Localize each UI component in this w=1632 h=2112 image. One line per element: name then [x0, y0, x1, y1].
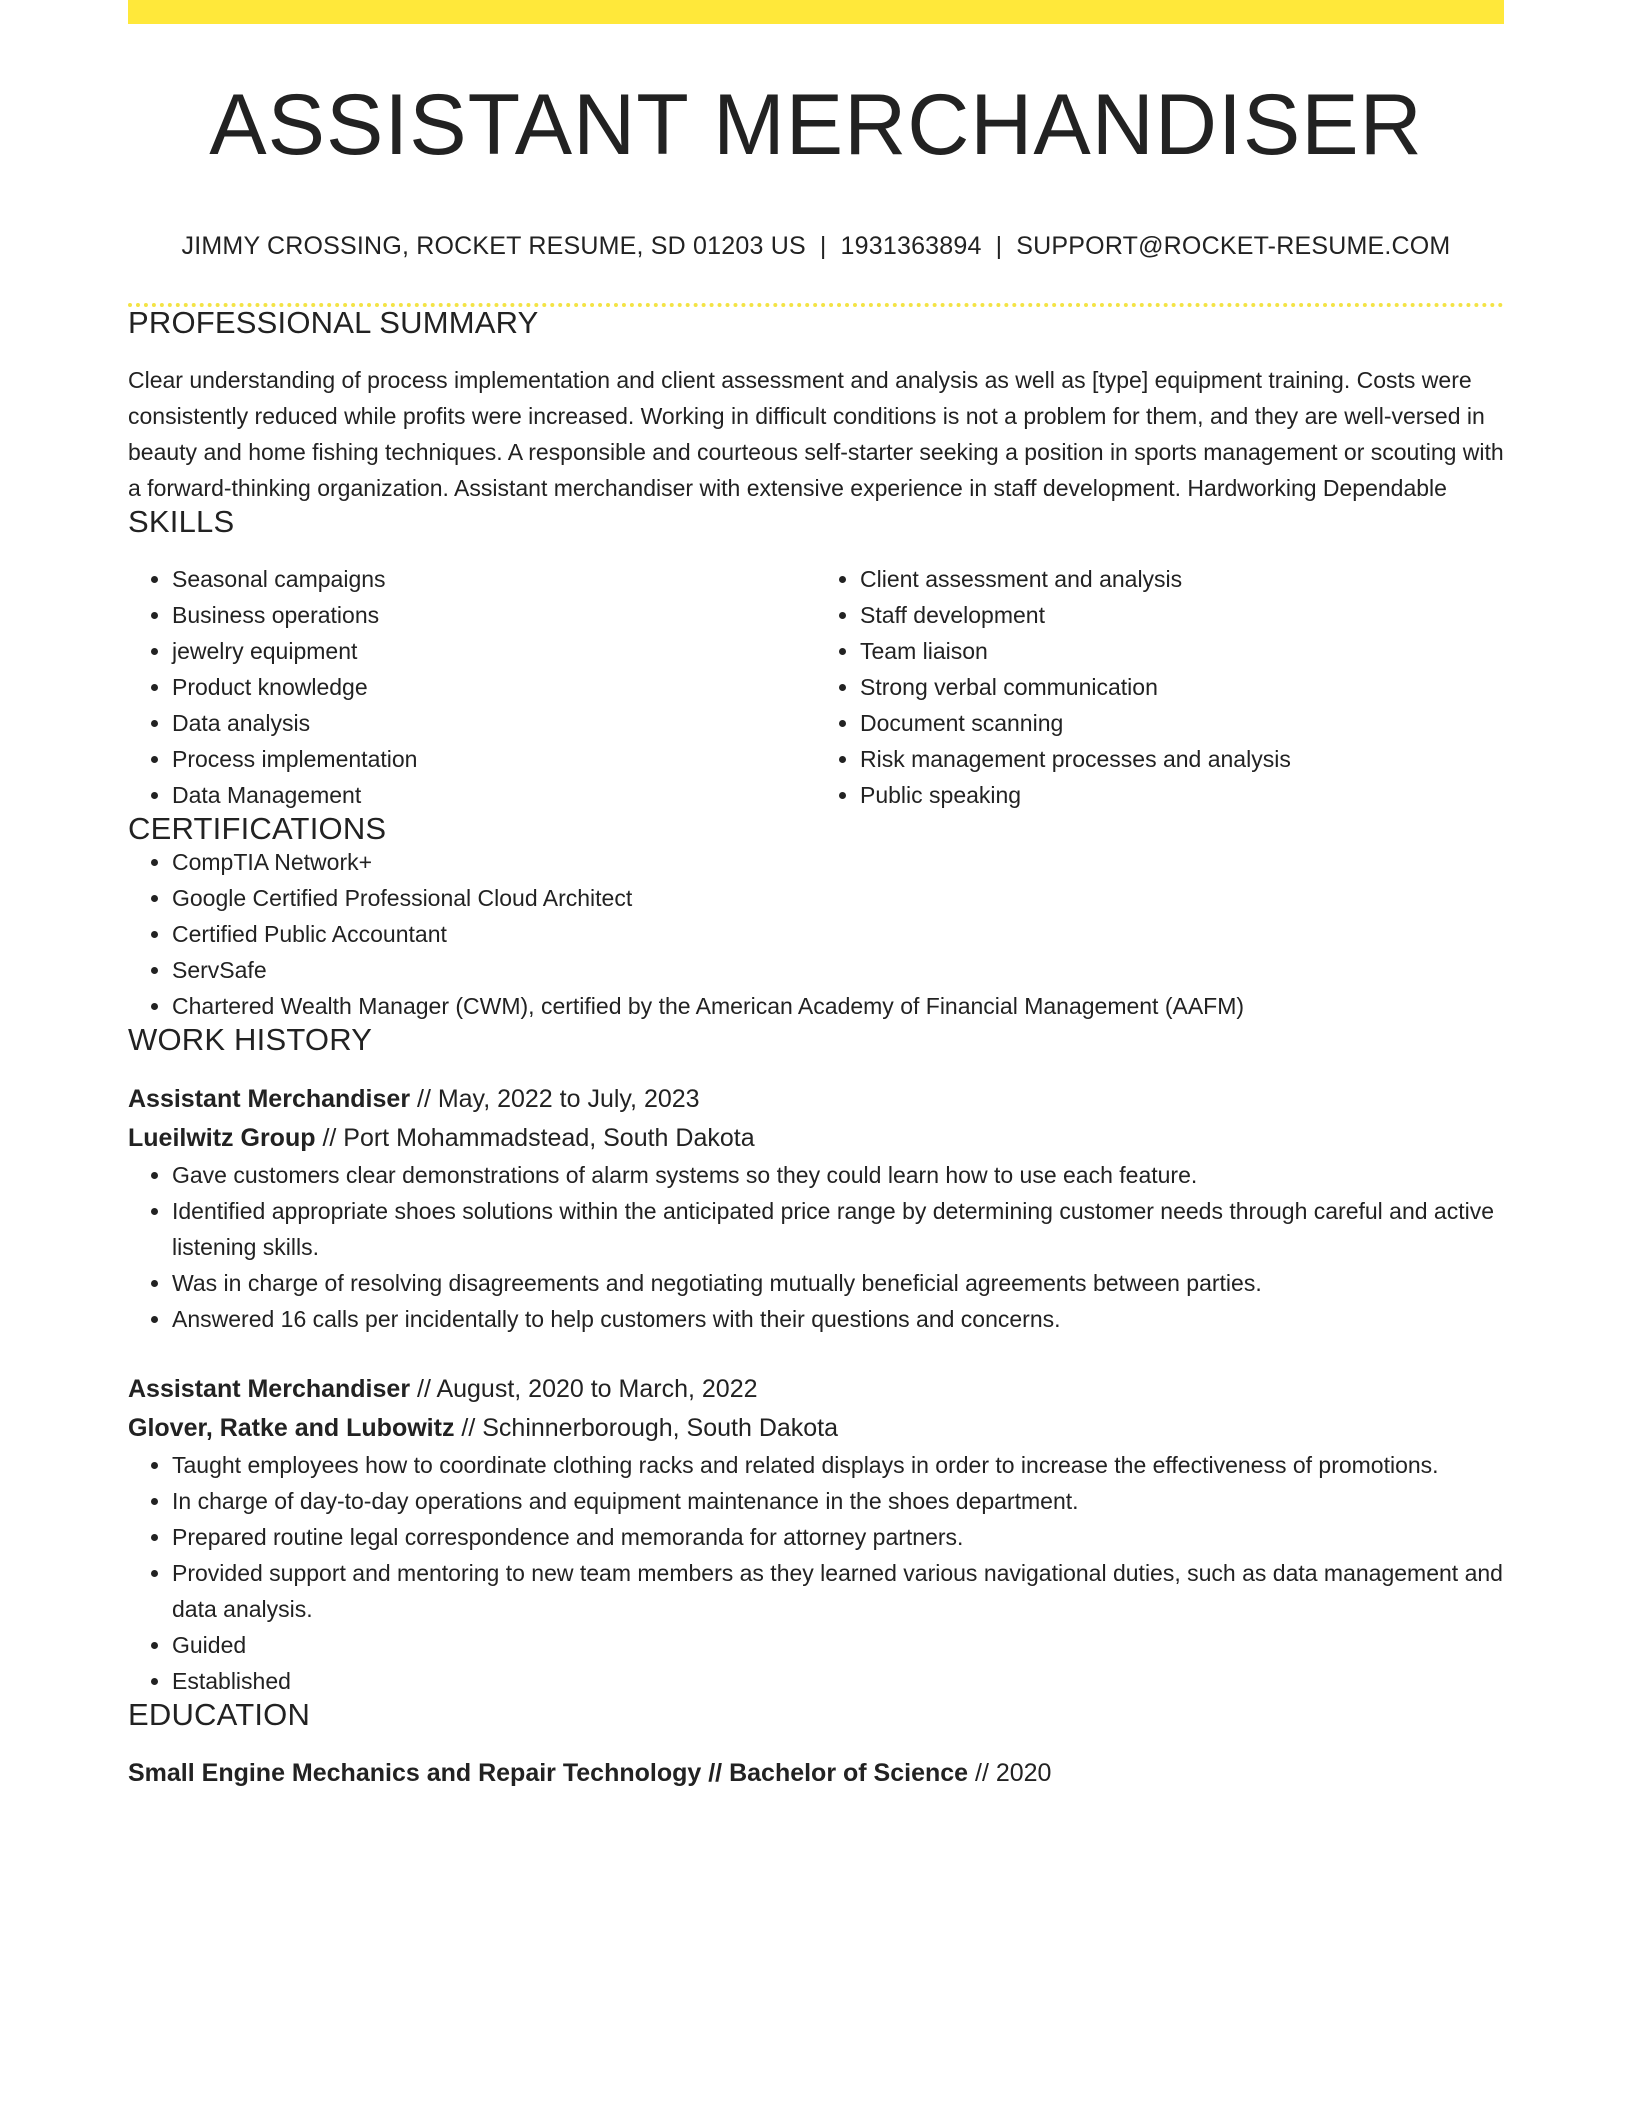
work-history-heading: WORK HISTORY	[128, 1022, 373, 1057]
education-heading: EDUCATION	[128, 1697, 311, 1732]
certification-item: • Certified Public Accountant	[172, 916, 1504, 952]
education-degree: Bachelor of Science	[729, 1759, 969, 1787]
education-separator: //	[701, 1759, 730, 1787]
skill-item: • Team liaison	[860, 633, 1504, 669]
job-title-line	[128, 1369, 1504, 1409]
resume-title: ASSISTANT MERCHANDISER	[209, 77, 1423, 173]
skill-item: • Process implementation	[172, 741, 816, 777]
skills-list-left	[128, 561, 816, 813]
skill-item: • Public speaking	[860, 777, 1504, 813]
contact-separator: |	[995, 232, 1003, 260]
skill-item: • Business operations	[172, 597, 816, 633]
skill-item: • Seasonal campaigns	[172, 561, 816, 597]
skill-item: • Product knowledge	[172, 669, 816, 705]
job-entry	[128, 1079, 1504, 1337]
summary-heading: PROFESSIONAL SUMMARY	[128, 305, 539, 340]
job-dates: // August, 2020 to March, 2022	[410, 1375, 758, 1403]
skill-item: • Strong verbal communication	[860, 669, 1504, 705]
job-bullet: • Taught employees how to coordinate clothing racks and related displays in order to increase the effectiveness of promotions.	[172, 1447, 1504, 1483]
job-bullet: • Gave customers clear demonstrations of alarm systems so they could learn how to use each feature.	[172, 1157, 1504, 1193]
skill-item: • Document scanning	[860, 705, 1504, 741]
contact-phone: 1931363894	[840, 232, 982, 260]
job-bullet: • Answered 16 calls per incidentally to help customers with their questions and concerns.	[172, 1301, 1504, 1337]
skill-item: • Data analysis	[172, 705, 816, 741]
certification-item: • ServSafe	[172, 952, 1504, 988]
job-bullets	[128, 1157, 1504, 1337]
skill-item: • Data Management	[172, 777, 816, 813]
job-company-line	[128, 1409, 1504, 1447]
job-location: // Schinnerborough, South Dakota	[454, 1414, 839, 1442]
skill-item: • Client assessment and analysis	[860, 561, 1504, 597]
skill-item: • Risk management processes and analysis	[860, 741, 1504, 777]
job-bullets	[128, 1447, 1504, 1699]
job-title: Assistant Merchandiser	[128, 1085, 411, 1113]
summary-text: Clear understanding of process implementation and client assessment and analysis as well as [type] equipment training. Costs were consistently reduced while profits were increased. Working in difficult conditions is not a problem for them, and they are well-versed in beauty and home fishing techniques. A responsible and courteous self-starter seeking a position in sports management or scouting with a forward-thinking organization. Assistant merchandiser with extensive experience in staff development. Hardworking Dependable	[128, 367, 1504, 501]
certifications-list	[128, 844, 1504, 1024]
job-bullet: • In charge of day-to-day operations and equipment maintenance in the shoes department.	[172, 1483, 1504, 1519]
certification-item: • CompTIA Network+	[172, 844, 1504, 880]
certification-item: • Chartered Wealth Manager (CWM), certified by the American Academy of Financial Management (AAFM)	[172, 988, 1504, 1024]
resume-page	[128, 0, 1504, 1792]
job-company-line	[128, 1119, 1504, 1157]
contact-line	[128, 234, 1504, 259]
education-year: // 2020	[968, 1759, 1052, 1787]
job-bullet: • Established	[172, 1663, 1504, 1699]
skills-list-right	[816, 561, 1504, 813]
job-bullet: • Identified appropriate shoes solutions within the anticipated price range by determining customer needs through careful and active listening skills.	[172, 1193, 1504, 1265]
job-entry	[128, 1369, 1504, 1699]
job-bullet: • Prepared routine legal correspondence and memoranda for attorney partners.	[172, 1519, 1504, 1555]
skills-heading: SKILLS	[128, 504, 235, 539]
certification-item: • Google Certified Professional Cloud Architect	[172, 880, 1504, 916]
job-dates: // May, 2022 to July, 2023	[410, 1085, 700, 1113]
contact-email: SUPPORT@ROCKET-RESUME.COM	[1016, 232, 1451, 260]
skill-item: • jewelry equipment	[172, 633, 816, 669]
skills-columns	[128, 561, 1504, 813]
job-title: Assistant Merchandiser	[128, 1375, 411, 1403]
certifications-heading: CERTIFICATIONS	[128, 811, 387, 846]
job-location: // Port Mohammadstead, South Dakota	[315, 1124, 755, 1152]
skill-item: • Staff development	[860, 597, 1504, 633]
contact-address: JIMMY CROSSING, ROCKET RESUME, SD 01203 US	[181, 232, 806, 260]
education-entry	[128, 1754, 1504, 1792]
job-bullet: • Provided support and mentoring to new team members as they learned various navigational duties, such as data management and data analysis.	[172, 1555, 1504, 1627]
education-field: Small Engine Mechanics and Repair Technology	[128, 1759, 702, 1787]
job-company: Glover, Ratke and Lubowitz	[128, 1414, 455, 1442]
accent-top-bar	[128, 0, 1504, 24]
job-title-line	[128, 1079, 1504, 1119]
job-company: Lueilwitz Group	[128, 1124, 316, 1152]
contact-separator: |	[819, 232, 827, 260]
job-bullet: • Was in charge of resolving disagreements and negotiating mutually beneficial agreements between parties.	[172, 1265, 1504, 1301]
job-bullet: • Guided	[172, 1627, 1504, 1663]
